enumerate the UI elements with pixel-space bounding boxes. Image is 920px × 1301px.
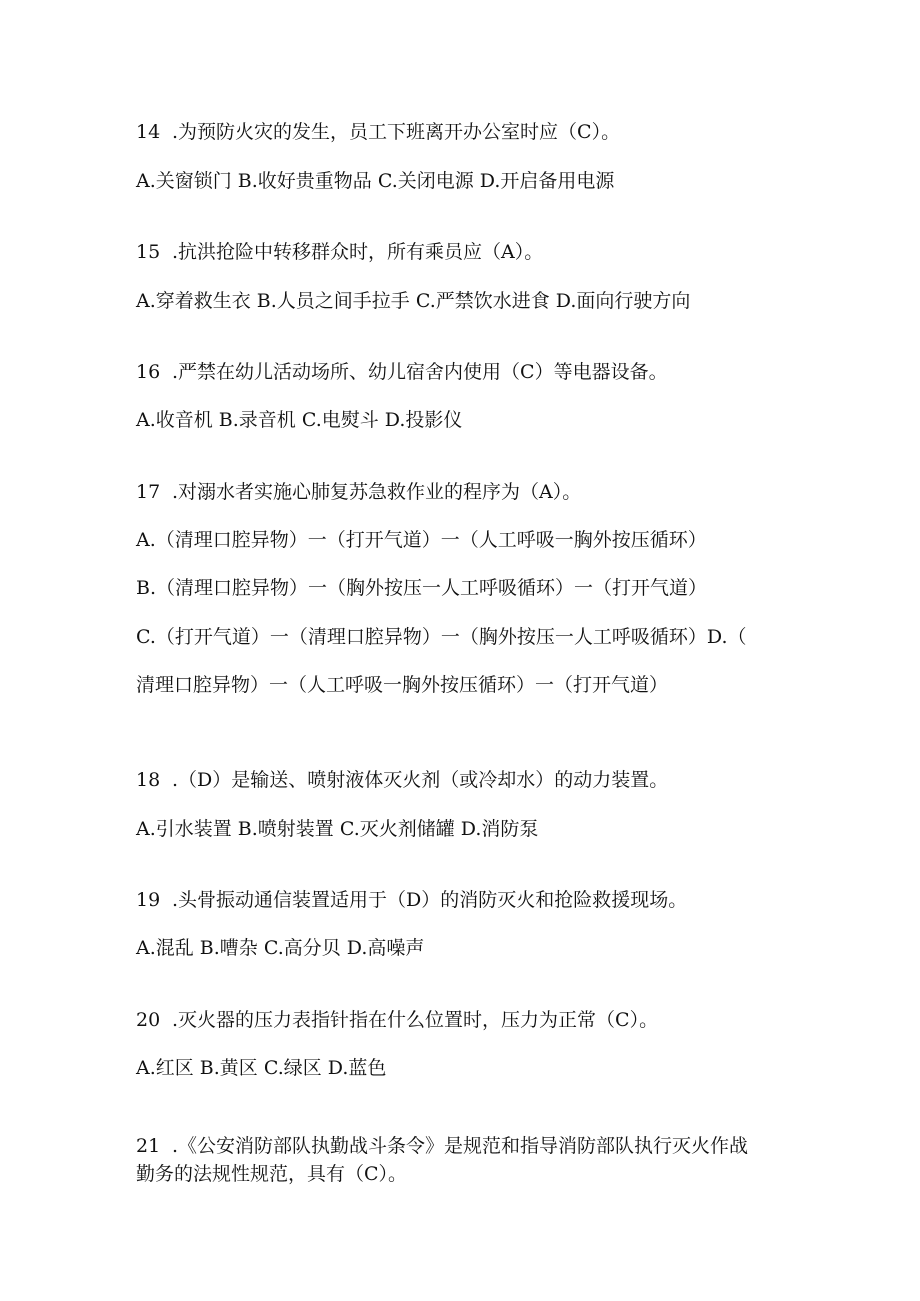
question-17-option-a: A.（清理口腔异物）一（打开气道）一（人工呼吸一胸外按压循环） [136, 529, 707, 551]
question-text: .《公安消防部队执勤战斗条令》是规范和指导消防部队执行灭火作战 [172, 1135, 749, 1157]
question-14-options: A.关窗锁门 B.收好贵重物品 C.关闭电源 D.开启备用电源 [136, 170, 615, 192]
question-21 [136, 1134, 796, 1158]
question-number: 14 [136, 121, 161, 143]
question-18 [136, 768, 796, 792]
question-17-option-b: B.（清理口腔异物）一（胸外按压一人工呼吸循环）一（打开气道） [136, 577, 708, 599]
question-number: 21 [136, 1135, 161, 1157]
question-text: .抗洪抢险中转移群众时，所有乘员应（A）。 [172, 241, 544, 263]
question-20 [136, 1008, 796, 1032]
question-14 [136, 120, 796, 144]
question-text: .对溺水者实施心肺复苏急救作业的程序为（A）。 [172, 481, 582, 503]
question-number: 20 [136, 1009, 161, 1031]
question-15-options: A.穿着救生衣 B.人员之间手拉手 C.严禁饮水进食 D.面向行驶方向 [136, 290, 691, 312]
question-number: 18 [136, 769, 161, 791]
question-number: 19 [136, 889, 161, 911]
question-17-option-d: 清理口腔异物）一（人工呼吸一胸外按压循环）一（打开气道） [136, 674, 669, 696]
question-15 [136, 240, 796, 264]
question-17-option-c: C.（打开气道）一（清理口腔异物）一（胸外按压一人工呼吸循环）D.（ [136, 626, 747, 648]
question-text: .头骨振动通信装置适用于（D）的消防灭火和抢险救援现场。 [172, 889, 688, 911]
question-text: .为预防火灾的发生，员工下班离开办公室时应（C）。 [172, 121, 621, 143]
question-number: 17 [136, 481, 161, 503]
question-number: 15 [136, 241, 161, 263]
question-20-options: A.红区 B.黄区 C.绿区 D.蓝色 [136, 1057, 387, 1079]
question-text: .严禁在幼儿活动场所、幼儿宿舍内使用（C）等电器设备。 [172, 361, 668, 383]
question-16-options: A.收音机 B.录音机 C.电熨斗 D.投影仪 [136, 409, 463, 431]
question-16 [136, 360, 796, 384]
question-text: .灭火器的压力表指针指在什么位置时，压力为正常（C）。 [172, 1009, 659, 1031]
question-18-options: A.引水装置 B.喷射装置 C.灭火剂储罐 D.消防泵 [136, 818, 539, 840]
question-19 [136, 888, 796, 912]
question-21-continuation: 勤务的法规性规范，具有（C）。 [136, 1163, 408, 1185]
question-17 [136, 480, 796, 504]
question-number: 16 [136, 361, 161, 383]
question-text: .（D）是输送、喷射液体灭火剂（或冷却水）的动力装置。 [172, 769, 669, 791]
question-19-options: A.混乱 B.嘈杂 C.高分贝 D.高噪声 [136, 937, 425, 959]
